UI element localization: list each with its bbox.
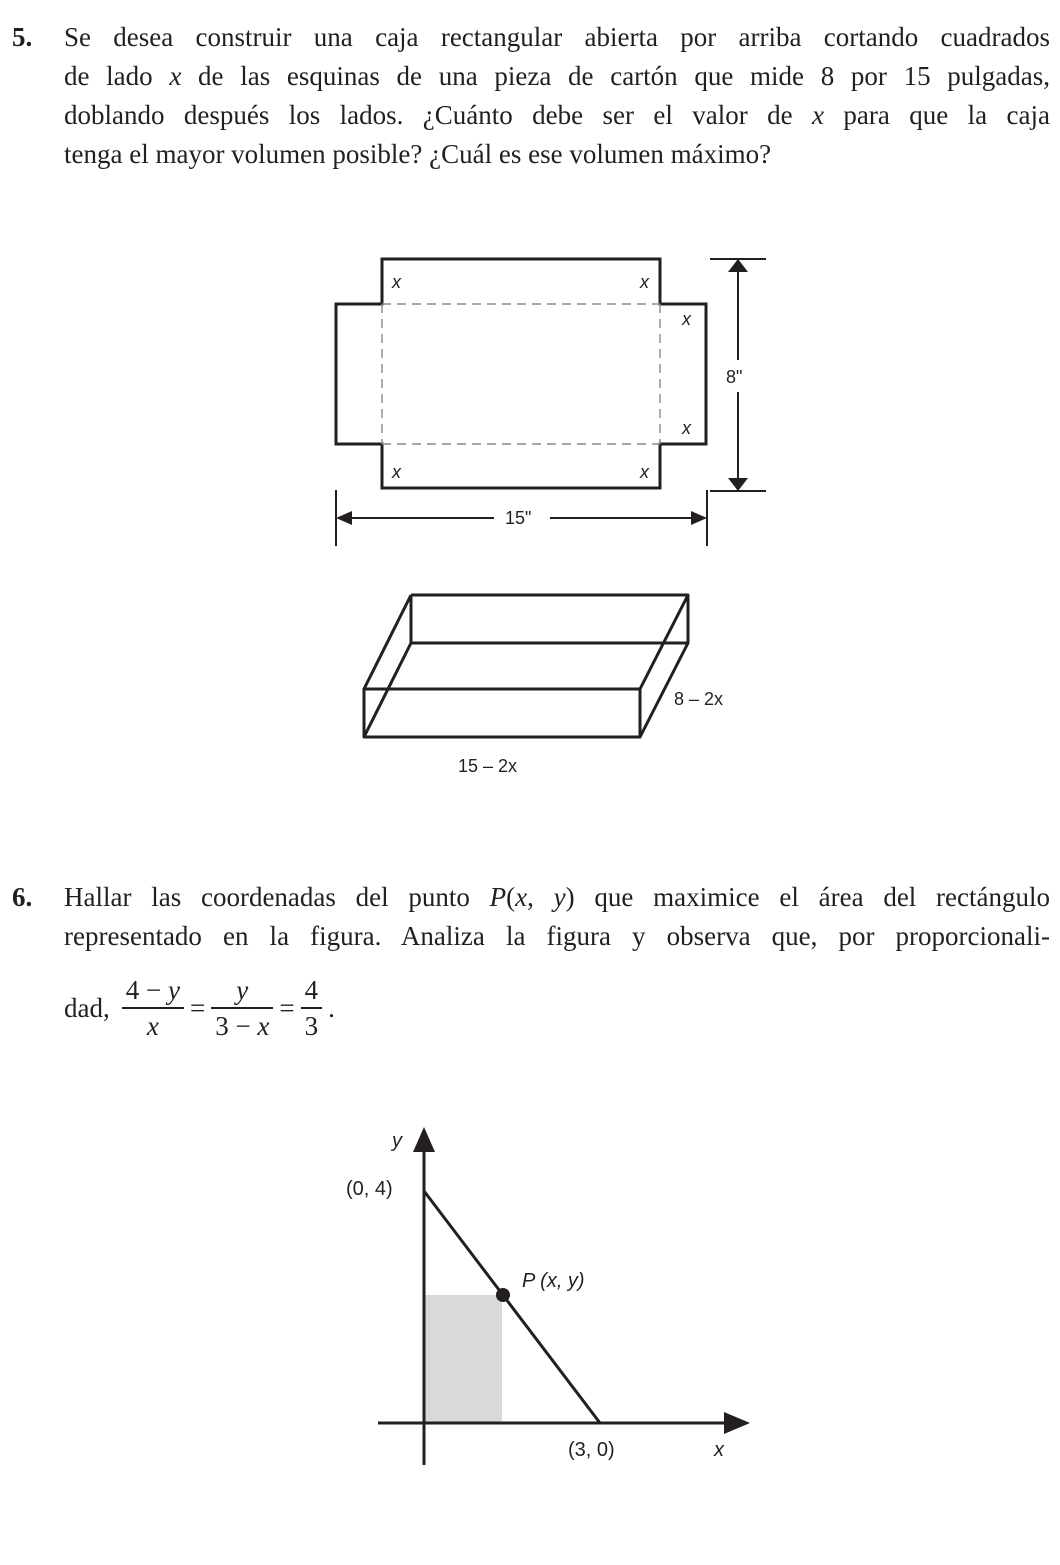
equals-sign-1: = <box>189 992 206 1023</box>
x-intercept-label: (3, 0) <box>568 1439 615 1461</box>
y-intercept-label: (0, 4) <box>346 1178 393 1200</box>
width-dimension-label: 15" <box>505 508 532 528</box>
point-p-marker <box>496 1288 510 1302</box>
problem-6-line-2: representado en la figura. Analiza la figura y observa que, por proporcionali- <box>64 921 1050 951</box>
y-axis-label: y <box>392 1130 402 1152</box>
problem-6-number: 6. <box>12 882 33 912</box>
box-depth-label: 8 – 2x <box>674 689 724 709</box>
fraction-1: $\frac{4 - y}{x}$ <box>122 973 184 1043</box>
height-dimension-label: 8" <box>726 367 743 387</box>
problem-5-line-3: doblando después los lados. ¿Cuánto debe ser el valor de x para que la caja <box>64 100 1050 130</box>
corner-label-right-upper: x <box>682 309 691 329</box>
equation-suffix: . <box>328 992 335 1023</box>
y-axis-arrow-icon <box>413 1127 435 1152</box>
problem-5-number: 5. <box>12 22 33 52</box>
point-p-label: P (x, y) <box>522 1270 585 1292</box>
problem-5-line-2: de lado x de las esquinas de una pieza de cartón que mide 8 por 15 pulgadas, <box>64 61 1050 91</box>
x-axis-label: x <box>714 1439 724 1461</box>
corner-label-bottom-left: x <box>392 462 401 482</box>
problem-5-line-4: tenga el mayor volumen posible? ¿Cuál es ese volumen máximo? <box>64 139 772 169</box>
fraction-3: $\frac{4}{3}$ <box>301 973 323 1043</box>
corner-label-top-right: x <box>640 272 649 292</box>
corner-label-bottom-right: x <box>640 462 649 482</box>
box-length-label: 15 – 2x <box>458 756 518 776</box>
equals-sign-2: = <box>279 992 295 1023</box>
inscribed-rectangle <box>424 1295 502 1423</box>
problem-5-line-1: Se desea construir una caja rectangular abierta por arriba cortando cuadrados <box>64 22 1050 52</box>
x-axis-arrow-icon <box>724 1412 750 1434</box>
corner-label-right-lower: x <box>682 418 691 438</box>
fraction-2: $\frac{y}{3 - x}$ <box>211 973 273 1043</box>
corner-label-top-left: x <box>392 272 401 292</box>
problem-6-line-1: Hallar las coordenadas del punto P(x, y) que maximice el área del rectángulo <box>64 882 1051 912</box>
equation-prefix: dad, <box>64 992 110 1023</box>
